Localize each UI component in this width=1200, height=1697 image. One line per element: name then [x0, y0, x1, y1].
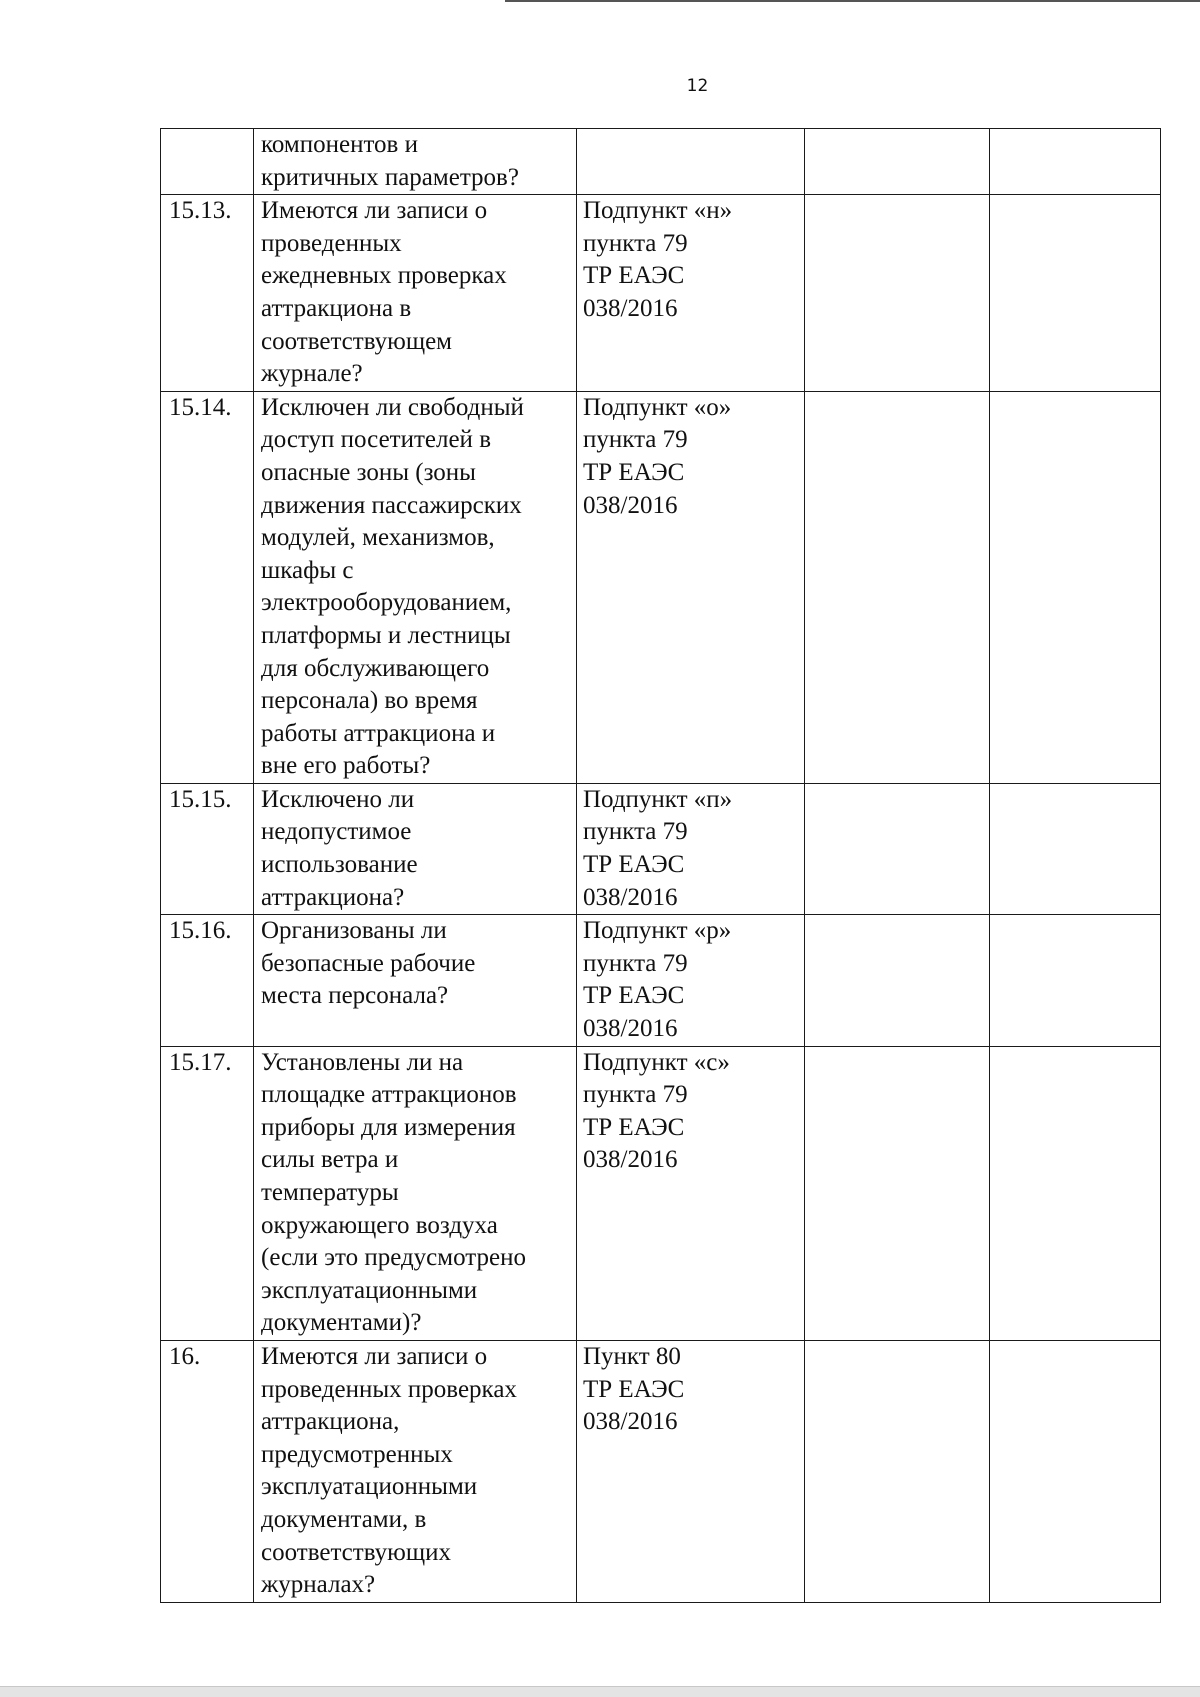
- reference-cell-line: 038/2016: [583, 1146, 678, 1174]
- question-cell-line: опасные зоны (зоны: [261, 458, 476, 486]
- answer-cell: [805, 129, 990, 195]
- reference-cell: [577, 1046, 805, 1340]
- table-row: [161, 129, 1161, 195]
- reference-cell: [577, 915, 805, 1046]
- scan-bottom-edge: [0, 1686, 1200, 1697]
- item-number: 15.14.: [161, 391, 254, 783]
- checklist-body: [161, 129, 1161, 1603]
- reference-cell-line: 038/2016: [583, 1015, 678, 1043]
- question-cell-line: критичных параметров?: [261, 163, 519, 191]
- reference-cell-line: пункта 79: [583, 426, 688, 454]
- question-cell-line: документами)?: [261, 1309, 422, 1337]
- question-cell-line: аттракциона,: [261, 1408, 400, 1436]
- question-cell-line: использование: [261, 851, 418, 879]
- table-row: [161, 783, 1161, 914]
- checklist-table: [160, 128, 1161, 1603]
- question-cell-line: проведенных проверках: [261, 1375, 517, 1403]
- item-number: 15.15.: [161, 783, 254, 914]
- question-cell-line: предусмотренных: [261, 1440, 453, 1468]
- reference-cell: [577, 391, 805, 783]
- question-cell-line: эксплуатационными: [261, 1276, 478, 1304]
- item-number: 16.: [161, 1340, 254, 1602]
- question-cell-line: доступ посетителей в: [261, 426, 491, 454]
- question-cell: [254, 783, 577, 914]
- table-row: [161, 915, 1161, 1046]
- question-cell-line: персонала) во время: [261, 687, 478, 715]
- note-cell: [990, 1340, 1161, 1602]
- question-cell-line: платформы и лестницы: [261, 621, 511, 649]
- answer-cell: [805, 195, 990, 392]
- question-cell-line: Исключено ли: [261, 785, 415, 813]
- reference-cell-line: Пункт 80: [583, 1342, 681, 1370]
- reference-cell-line: ТР ЕАЭС: [583, 1375, 685, 1403]
- question-cell-line: документами, в: [261, 1505, 427, 1533]
- question-cell-line: шкафы с: [261, 556, 354, 584]
- question-cell: [254, 391, 577, 783]
- question-cell-line: Имеются ли записи о: [261, 197, 488, 225]
- answer-cell: [805, 1340, 990, 1602]
- reference-cell: [577, 129, 805, 195]
- question-cell-line: Установлены ли на: [261, 1048, 464, 1076]
- answer-cell: [805, 915, 990, 1046]
- reference-cell: [577, 195, 805, 392]
- reference-cell-line: 038/2016: [583, 883, 678, 911]
- item-number: 15.17.: [161, 1046, 254, 1340]
- question-cell-line: работы аттракциона и: [261, 719, 496, 747]
- question-cell-line: электрооборудованием,: [261, 589, 512, 617]
- reference-cell-line: 038/2016: [583, 1408, 678, 1436]
- reference-cell-line: 038/2016: [583, 294, 678, 322]
- page-number: 12: [686, 76, 709, 96]
- reference-cell-line: ТР ЕАЭС: [583, 851, 685, 879]
- note-cell: [990, 1046, 1161, 1340]
- question-cell-line: места персонала?: [261, 982, 449, 1010]
- question-cell-line: ежедневных проверках: [261, 262, 507, 290]
- note-cell: [990, 195, 1161, 392]
- question-cell: [254, 195, 577, 392]
- question-cell-line: Имеются ли записи о: [261, 1342, 488, 1370]
- question-cell-line: Организованы ли: [261, 917, 447, 945]
- question-cell-line: безопасные рабочие: [261, 949, 476, 977]
- answer-cell: [805, 783, 990, 914]
- table-row: [161, 195, 1161, 392]
- question-cell-line: движения пассажирских: [261, 491, 522, 519]
- reference-cell: [577, 1340, 805, 1602]
- reference-cell-line: Подпункт «р»: [583, 917, 732, 945]
- reference-cell-line: Подпункт «о»: [583, 393, 732, 421]
- question-cell-line: соответствующем: [261, 327, 452, 355]
- question-cell-line: компонентов и: [261, 131, 418, 158]
- question-cell-line: эксплуатационными: [261, 1473, 478, 1501]
- question-cell-line: вне его работы?: [261, 752, 431, 780]
- item-number: 15.16.: [161, 915, 254, 1046]
- reference-cell-line: ТР ЕАЭС: [583, 262, 685, 290]
- reference-cell-line: Подпункт «п»: [583, 785, 733, 813]
- question-cell: [254, 1046, 577, 1340]
- note-cell: [990, 391, 1161, 783]
- question-cell-line: для обслуживающего: [261, 654, 490, 682]
- question-cell-line: журнале?: [261, 360, 363, 388]
- table-row: [161, 1046, 1161, 1340]
- scan-top-edge: [505, 0, 1200, 2]
- reference-cell-line: 038/2016: [583, 491, 678, 519]
- item-number: [161, 129, 254, 195]
- table-row: [161, 391, 1161, 783]
- reference-cell: [577, 783, 805, 914]
- question-cell-line: температуры: [261, 1179, 399, 1206]
- reference-cell-line: Подпункт «н»: [583, 197, 733, 225]
- item-number: 15.13.: [161, 195, 254, 392]
- reference-cell-line: ТР ЕАЭС: [583, 982, 685, 1010]
- reference-cell-line: пункта 79: [583, 229, 688, 257]
- table-row: [161, 1340, 1161, 1602]
- answer-cell: [805, 391, 990, 783]
- note-cell: [990, 915, 1161, 1046]
- question-cell-line: приборы для измерения: [261, 1113, 516, 1141]
- question-cell-line: силы ветра и: [261, 1146, 399, 1174]
- note-cell: [990, 129, 1161, 195]
- question-cell-line: (если это предусмотрено: [261, 1244, 526, 1272]
- reference-cell-line: пункта 79: [583, 949, 688, 977]
- question-cell: [254, 915, 577, 1046]
- question-cell-line: журналах?: [261, 1571, 376, 1599]
- reference-cell-line: ТР ЕАЭС: [583, 458, 685, 486]
- question-cell-line: Исключен ли свободный: [261, 393, 524, 421]
- question-cell-line: окружающего воздуха: [261, 1211, 498, 1239]
- reference-cell-line: пункта 79: [583, 1081, 688, 1109]
- answer-cell: [805, 1046, 990, 1340]
- reference-cell-line: ТР ЕАЭС: [583, 1113, 685, 1141]
- question-cell-line: площадке аттракционов: [261, 1081, 517, 1109]
- reference-cell-line: Подпункт «с»: [583, 1048, 730, 1076]
- question-cell: [254, 1340, 577, 1602]
- question-cell-line: аттракциона?: [261, 883, 405, 911]
- question-cell-line: соответствующих: [261, 1538, 451, 1566]
- question-cell: [254, 129, 577, 195]
- question-cell-line: модулей, механизмов,: [261, 524, 495, 552]
- note-cell: [990, 783, 1161, 914]
- question-cell-line: аттракциона в: [261, 294, 412, 322]
- question-cell-line: недопустимое: [261, 818, 412, 846]
- reference-cell-line: пункта 79: [583, 818, 688, 846]
- question-cell-line: проведенных: [261, 229, 402, 257]
